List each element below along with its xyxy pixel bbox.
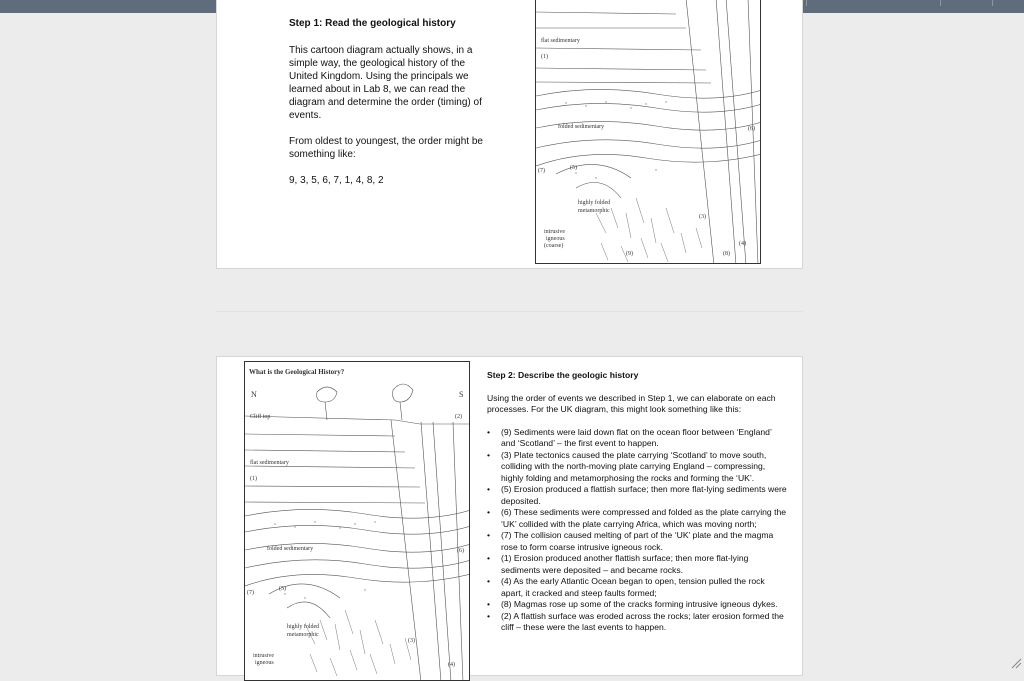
label-igneous: igneous [546,236,565,242]
list-item: • (4) As the early Atlantic Ocean began to open, tension pulled the rock apart, it cracked and steep faults formed; [487,576,787,599]
label-highly-folded: highly folded [578,200,610,206]
list-item: • (5) Erosion produced a flattish surface; then more flat-lying sediments were deposited. [487,484,787,507]
step2-text [487,370,787,634]
geology-diagram [244,361,470,681]
label-south: S [459,390,463,399]
step1-para1: This cartoon diagram actually shows, in a simple way, the geological history of the United Kingdom. Using the principals we learned about in Lab 8, we can read the diagram and determine the order (timing) of events. [289,44,489,122]
event-list [487,427,787,634]
step1-text [289,17,489,200]
label-6: (6) [748,126,755,132]
label-5: (5) [279,586,286,592]
label-3: (3) [408,638,415,644]
step2-title: Step 2: Describe the geologic history [487,370,787,382]
diagram-title: What is the Geological History? [249,368,344,376]
toolbar-separator [992,0,993,6]
label-1: (1) [250,476,257,482]
label-6: (6) [457,548,464,554]
label-9: (9) [626,251,633,257]
label-flat-sedimentary: flat sedimentary [250,460,289,466]
label-intrusive: intrusive [544,229,565,235]
label-cliff-top: Cliff top [250,414,270,420]
step2-intro: Using the order of events we described in Step 1, we can elaborate on each processes. For the UK diagram, this might look something like this: [487,393,787,416]
label-coarse: (coarse) [544,243,563,249]
label-7: (7) [538,168,545,174]
label-5: (5) [570,165,577,171]
label-3: (3) [699,214,706,220]
step1-para2: From oldest to youngest, the order might be something like: [289,135,489,161]
label-igneous: igneous [255,660,274,666]
list-item: • (2) A flattish surface was eroded across the rocks; later erosion formed the cliff – these were the last events to happen. [487,611,787,634]
label-north: N [251,390,257,399]
label-7: (7) [247,590,254,596]
toolbar-separator [940,0,941,6]
list-item: • (7) The collision caused melting of part of the ‘UK’ plate and the magma rose to form coarse intrusive igneous rock. [487,530,787,553]
label-1: (1) [541,54,548,60]
slide-step-1[interactable] [216,0,803,269]
toolbar-separator [806,0,807,6]
label-4: (4) [448,662,455,668]
label-intrusive: intrusive [253,653,274,659]
list-item: • (8) Magmas rose up some of the cracks forming intrusive igneous dykes. [487,599,787,611]
label-metamorphic: metamorphic [578,208,610,214]
label-2: (2) [455,414,462,420]
resize-grip-icon[interactable] [1010,657,1022,669]
list-item: • (1) Erosion produced another flattish surface; then more flat-lying sediments were deposited – and became rocks. [487,553,787,576]
geology-diagram-cropped [535,0,761,264]
geology-diagram-drawing [245,362,470,681]
step1-title: Step 1: Read the geological history [289,17,489,30]
step1-order: 9, 3, 5, 6, 7, 1, 4, 8, 2 [289,174,489,187]
slide-step-2[interactable] [216,356,803,676]
slide-divider [216,311,803,312]
label-highly-folded: highly folded [287,624,319,630]
label-folded-sedimentary: folded sedimentary [558,124,604,130]
label-folded-sedimentary: folded sedimentary [267,546,313,552]
list-item: • (9) Sediments were laid down flat on the ocean floor between ‘England’ and ‘Scotland’ – the first event to happen. [487,427,787,450]
label-4: (4) [739,241,746,247]
label-8: (8) [723,251,730,257]
label-flat-sedimentary: flat sedimentary [541,38,580,44]
label-metamorphic: metamorphic [287,632,319,638]
list-item: • (3) Plate tectonics caused the plate carrying ‘Scotland’ to move south, colliding with the north-moving plate carrying England – compressing, highly folding and metamorphosing the rocks and forming the ‘UK’. [487,450,787,485]
list-item: • (6) These sediments were compressed and folded as the plate carrying the ‘UK’ collided with the plate carrying Africa, which was moving north; [487,507,787,530]
